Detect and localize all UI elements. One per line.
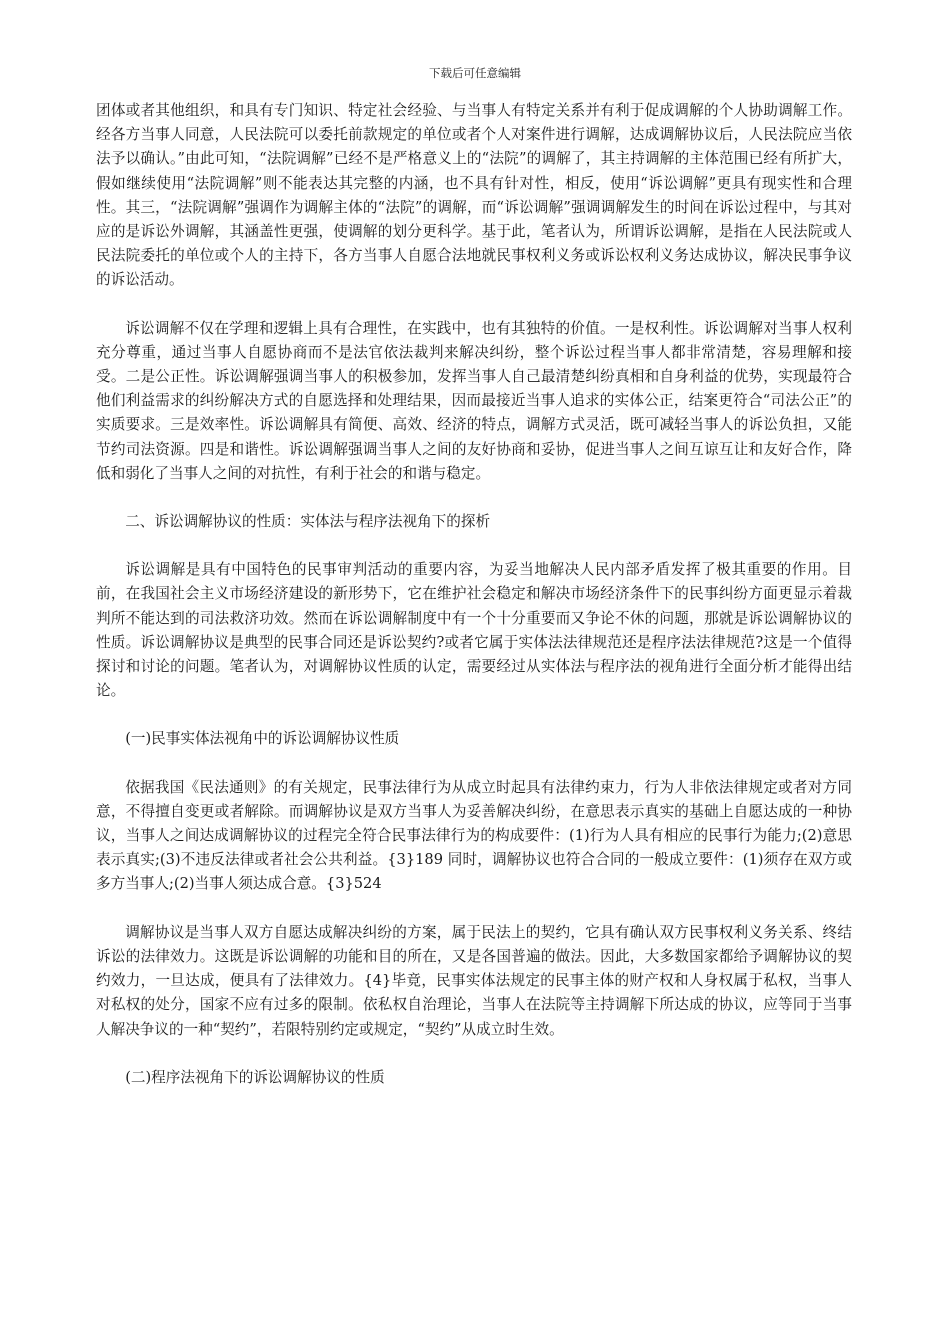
document-body — [96, 99, 852, 1114]
subsection-heading-1: (一)民事实体法视角中的诉讼调解协议性质 — [125, 730, 400, 748]
subsection-heading-2: (二)程序法视角下的诉讼调解协议的性质 — [125, 1068, 385, 1086]
page-header: 下载后可任意编辑 — [429, 66, 521, 80]
paragraph-court-mediation-definition: 团体或者其他组织，和具有专门知识、特定社会经验、与当事人有特定关系并有利于促成调解的个人协助调解工作。经各方当事人同意，人民法院可以委托前款规定的单位或者个人对案件进行调解，达成调解协议后，人民法院应当依法予以确认。”由此可知，“法院调解”已经不是严格意义上的“法院”的调解了，其主持调解的主体范围已经有所扩大，假如继续使用“法院调解”则不能表达其完整的内涵，也不具有针对性，相反，使用“诉讼调解”更具有现实性和合理性。其三，“法院调解”强调作为调解主体的“法院”的调解，而“诉讼调解”强调调解发生的时间在诉讼过程中，与其对应的是诉讼外调解，其涵盖性更强，使调解的划分更科学。基于此，笔者认为，所谓诉讼调解，是指在人民法院或人民法院委托的单位或个人的主持下，各方当事人自愿合法地就民事权利义务或诉讼权利义务达成协议，解决民事争议的诉讼活动。 — [96, 102, 852, 289]
paragraph-mediation-value: 诉讼调解不仅在学理和逻辑上具有合理性，在实践中，也有其独特的价值。一是权利性。诉讼调解对当事人权利充分尊重，通过当事人自愿协商而不是法官依法裁判来解决纠纷，整个诉讼过程当事人都非常清楚，容易理解和接受。二是公正性。诉讼调解强调当事人的积极参加，发挥当事人自己最清楚纠纷真相和自身利益的优势，实现最符合他们利益需求的纠纷解决方式的自愿选择和处理结果，因而最接近当事人追求的实体公正，结案更符合“司法公正”的实质要求。三是效率性。诉讼调解具有简便、高效、经济的特点，调解方式灵活，既可减轻当事人的诉讼负担，又能节约司法资源。四是和谐性。诉讼调解强调当事人之间的友好协商和妥协，促进当事人之间互谅互让和友好合作，降低和弱化了当事人之间的对抗性，有利于社会的和谐与稳定。 — [96, 319, 852, 482]
paragraph-mediation-nature-intro: 诉讼调解是具有中国特色的民事审判活动的重要内容，为妥当地解决人民内部矛盾发挥了极其重要的作用。目前，在我国社会主义市场经济建设的新形势下，它在维护社会稳定和解决市场经济条件下的民事纠纷方面更显示着裁判所不能达到的司法救济功效。然而在诉讼调解制度中有一个十分重要而又争论不休的问题，那就是诉讼调解协议的性质。诉讼调解协议是典型的民事合同还是诉讼契约?或者它属于实体法法律规范还是程序法法律规范?这是一个值得探讨和讨论的问题。笔者认为，对调解协议性质的认定，需要经过从实体法与程序法的视角进行全面分析才能得出结论。 — [96, 561, 852, 700]
paragraph-contract-effect: 调解协议是当事人双方自愿达成解决纠纷的方案，属于民法上的契约，它具有确认双方民事权利义务关系、终结诉讼的法律效力。这既是诉讼调解的功能和目的所在，又是各国普遍的做法。因此，大多数国家都给予调解协议的契约效力，一旦达成，便具有了法律效力。{4}毕竟，民事实体法规定的民事主体的财产权和人身权属于私权，当事人对私权的处分，国家不应有过多的限制。依私权自治理论，当事人在法院等主持调解下所达成的协议，应等同于当事人解决争议的一种“契约”，若限特别约定或规定，“契约”从成立时生效。 — [96, 923, 852, 1038]
section-heading-2: 二、诉讼调解协议的性质：实体法与程序法视角下的探析 — [125, 513, 491, 531]
paragraph-civil-law-basis: 依据我国《民法通则》的有关规定，民事法律行为从成立时起具有法律约束力，行为人非依法律规定或者对方同意，不得擅自变更或者解除。而调解协议是双方当事人为妥善解决纠纷，在意思表示真实的基础上自愿达成的一种协议，当事人之间达成调解协议的过程完全符合民事法律行为的构成要件：(1)行为人具有相应的民事行为能力;(2)意思表示真实;(3)不违反法律或者社会公共利益。{3}189 同时，调解协议也符合合同的一般成立要件：(1)须存在双方或多方当事人;(2)当事人须达成合意。{3}524 — [96, 778, 852, 893]
